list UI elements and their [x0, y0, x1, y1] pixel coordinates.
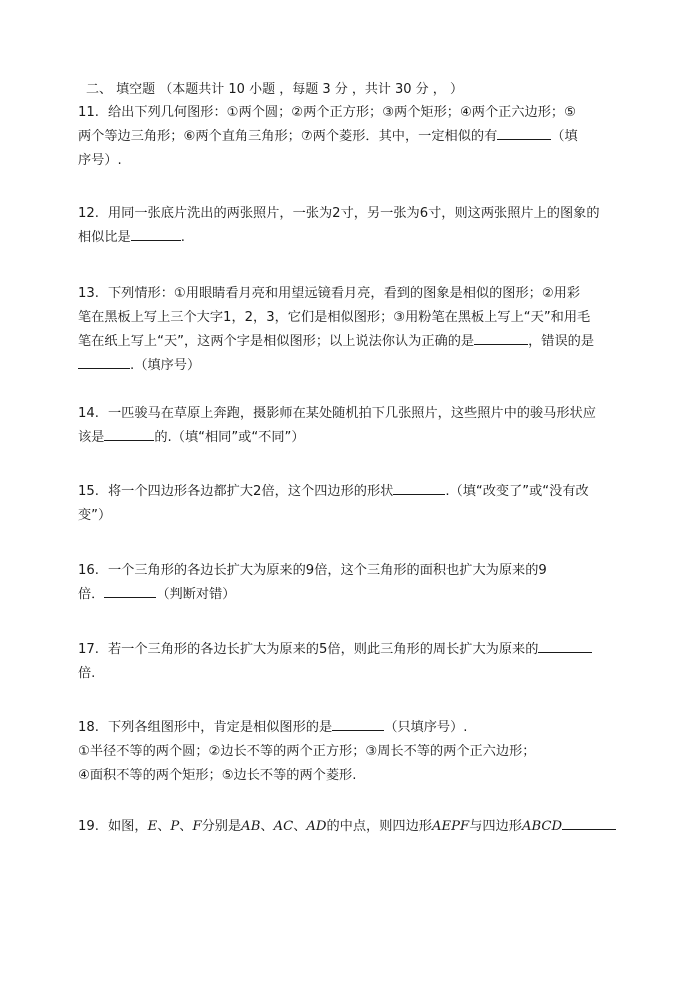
- question-line: [78, 583, 626, 607]
- question-text: 序号）.: [78, 153, 122, 168]
- question-line: [78, 402, 626, 426]
- answer-blank[interactable]: [104, 426, 154, 441]
- answer-blank[interactable]: [474, 330, 528, 345]
- question-text: 用同一张底片洗出的两张照片，一张为2寸，另一张为6寸，则这两张照片上的图象的: [108, 206, 600, 221]
- answer-blank[interactable]: [393, 480, 445, 495]
- question-18: [78, 716, 626, 788]
- question-line: [78, 480, 626, 504]
- question-number: 16.: [78, 563, 99, 578]
- question-text: 、: [260, 819, 274, 834]
- math-variable: AC: [273, 819, 294, 834]
- question-text: 变”）: [78, 508, 112, 523]
- math-variable: P: [170, 819, 180, 834]
- question-text: 两个等边三角形；⑥两个直角三角形；⑦两个菱形．其中，一定相似的有: [78, 129, 498, 144]
- question-line: [78, 202, 626, 226]
- question-text: ④面积不等的两个矩形；⑤边长不等的两个菱形.: [78, 768, 357, 783]
- answer-blank[interactable]: [562, 815, 616, 830]
- section-header: 二、 填空题 （本题共计 10 小题 ，每题 3 分 ，共计 30 分 ， ）: [86, 82, 463, 97]
- question-text: 下列情形：①用眼睛看月亮和用望远镜看月亮，看到的图象是相似的图形；②用彩: [108, 286, 581, 301]
- question-15: [78, 480, 626, 528]
- question-number: 13.: [78, 286, 99, 301]
- question-text: 将一个四边形各边都扩大2倍，这个四边形的形状: [108, 484, 394, 499]
- answer-blank[interactable]: [78, 354, 130, 369]
- question-number: 17.: [78, 642, 99, 657]
- question-text: （判断对错）: [156, 587, 236, 602]
- answer-blank[interactable]: [538, 638, 592, 653]
- question-text: 的.（填“相同”或“不同”）: [154, 430, 305, 445]
- question-text: 分别是: [201, 819, 242, 834]
- question-line: [78, 504, 626, 528]
- question-14: [78, 402, 626, 450]
- question-line: [78, 354, 626, 378]
- question-text: 一个三角形的各边长扩大为原来的9倍，这个三角形的面积也扩大为原来的9: [108, 563, 547, 578]
- question-text: 相似比是: [78, 230, 131, 245]
- question-line: [78, 282, 626, 306]
- question-text: （只填序号）.: [384, 720, 468, 735]
- question-number: 14.: [78, 406, 99, 421]
- question-16: [78, 559, 626, 607]
- answer-blank[interactable]: [131, 226, 181, 241]
- question-text: 倍．: [78, 587, 105, 602]
- question-text: .（填序号）: [130, 358, 201, 373]
- answer-blank[interactable]: [332, 716, 384, 731]
- question-text: 笔在纸上写上“天”，这两个字是相似图形；以上说法你认为正确的是: [78, 334, 475, 349]
- question-line: [78, 764, 626, 788]
- question-line: [78, 716, 626, 740]
- question-text: （填: [551, 129, 578, 144]
- question-number: 18.: [78, 720, 99, 735]
- question-text: 的中点，则四边形: [326, 819, 432, 834]
- question-line: [78, 125, 626, 149]
- question-17: [78, 638, 626, 686]
- answer-blank[interactable]: [104, 583, 156, 598]
- math-variable: AB: [241, 819, 261, 834]
- question-line: [78, 638, 626, 662]
- question-number: 19.: [78, 819, 99, 834]
- question-line: [78, 330, 626, 354]
- question-text: 、: [157, 819, 171, 834]
- math-variable: F: [192, 819, 202, 834]
- question-text: 一匹骏马在草原上奔跑，摄影师在某处随机拍下几张照片，这些照片中的骏马形状应: [108, 406, 596, 421]
- question-text: 如图，: [108, 819, 148, 834]
- question-line: [78, 306, 626, 330]
- question-text: .（填“改变了”或“没有改: [445, 484, 589, 499]
- question-line: [78, 740, 626, 764]
- question-text: 、: [179, 819, 193, 834]
- question-text: 笔在黑板上写上三个大字1，2，3，它们是相似图形；③用粉笔在黑板上写上“天”和用毛: [78, 310, 591, 325]
- question-line: [78, 815, 626, 839]
- math-variable: AEPF: [432, 819, 470, 834]
- question-text: 该是: [78, 430, 105, 445]
- question-number: 11.: [78, 105, 99, 120]
- question-line: [78, 101, 626, 125]
- question-11: [78, 101, 626, 173]
- answer-blank[interactable]: [497, 125, 551, 140]
- question-line: [78, 559, 626, 583]
- question-text: 、: [293, 819, 307, 834]
- question-text: ，错误的是: [528, 334, 595, 349]
- question-text: 倍.: [78, 666, 96, 681]
- question-text: 与四边形: [469, 819, 522, 834]
- question-text: .: [180, 230, 185, 245]
- question-text: 给出下列几何图形：①两个圆；②两个正方形；③两个矩形；④两个正六边形；⑤: [108, 105, 576, 120]
- question-number: 12.: [78, 206, 99, 221]
- question-line: [78, 149, 626, 173]
- math-variable: AD: [306, 819, 327, 834]
- math-variable: E: [147, 819, 158, 834]
- question-text: ①半径不等的两个圆；②边长不等的两个正方形；③周长不等的两个正六边形；: [78, 744, 536, 759]
- question-line: [78, 426, 626, 450]
- question-19: [78, 815, 626, 839]
- math-variable: ABCD: [521, 819, 563, 834]
- question-13: [78, 282, 626, 378]
- question-text: 下列各组图形中，肯定是相似图形的是: [108, 720, 333, 735]
- question-text: 若一个三角形的各边长扩大为原来的5倍，则此三角形的周长扩大为原来的: [108, 642, 539, 657]
- question-number: 15.: [78, 484, 99, 499]
- question-line: [78, 662, 626, 686]
- question-12: [78, 202, 626, 250]
- question-line: [78, 226, 626, 250]
